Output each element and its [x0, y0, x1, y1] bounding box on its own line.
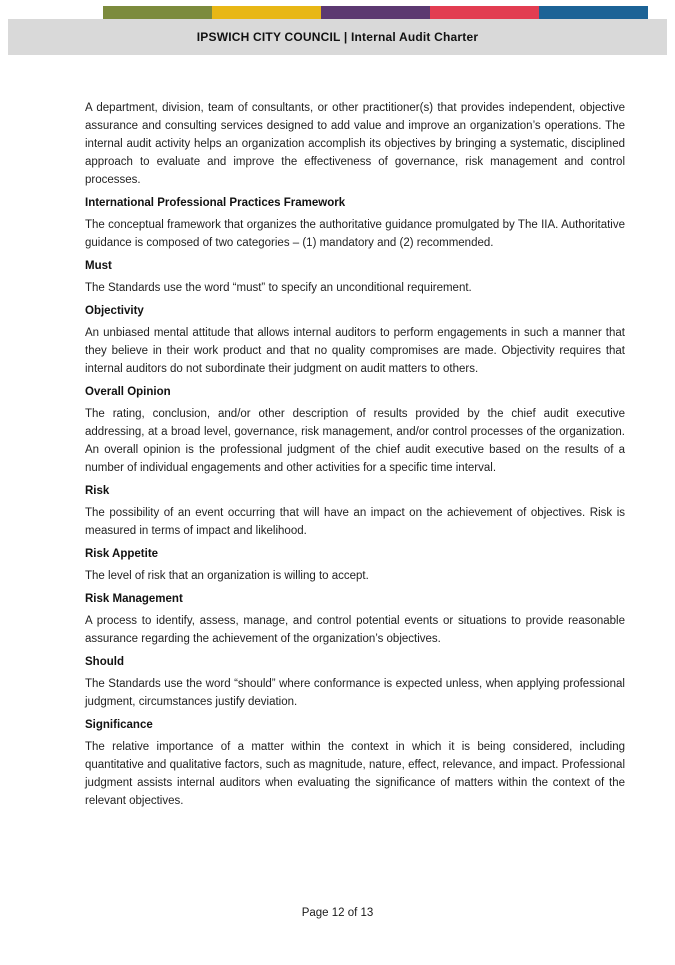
color-bar-segment	[212, 6, 321, 19]
glossary-term: Significance	[85, 719, 153, 731]
color-bar-segment	[103, 6, 212, 19]
glossary-entry	[85, 302, 625, 378]
glossary-entry	[85, 545, 625, 585]
glossary-entry	[85, 383, 625, 477]
glossary-definition: The relative importance of a matter within the context in which it is being considered, including quantitative and qualitative factors, such as magnitude, nature, effect, relevance, and impact. Professional judgment assists internal auditors when evaluating the significance of matters within the context of the relevant objectives.	[85, 741, 625, 807]
glossary-definition: The possibility of an event occurring that will have an impact on the achievement of objectives. Risk is measured in terms of impact and likelihood.	[85, 507, 625, 537]
color-bar-segment	[539, 6, 648, 19]
header-band	[8, 19, 667, 55]
glossary-intro-paragraph: A department, division, team of consultants, or other practitioner(s) that provides independent, objective assurance and consulting services designed to add value and improve an organization’s operations. The internal audit activity helps an organization accomplish its objectives by bringing a systematic, disciplined approach to evaluate and improve the effectiveness of governance, risk management and control processes.	[85, 102, 625, 186]
top-color-bar	[103, 6, 648, 19]
glossary-definition: A process to identify, assess, manage, and control potential events or situations to provide reasonable assurance regarding the achievement of the organization’s objectives.	[85, 615, 625, 645]
glossary-entry	[85, 653, 625, 711]
glossary-term: Risk Management	[85, 593, 183, 605]
glossary-definition: The rating, conclusion, and/or other description of results provided by the chief audit executive addressing, at a broad level, governance, risk management, and/or control processes of the organization. An overall opinion is the professional judgment of the chief audit executive based on the results of a number of individual engagements and other activities for a specific time interval.	[85, 408, 625, 474]
glossary-entry	[85, 716, 625, 810]
glossary-term: Risk	[85, 485, 110, 497]
glossary-entry	[85, 590, 625, 648]
glossary-term: Should	[85, 656, 124, 668]
page-title: IPSWICH CITY COUNCIL | Internal Audit Charter	[196, 30, 479, 44]
glossary-term: Objectivity	[85, 305, 144, 317]
glossary-definition: The level of risk that an organization is willing to accept.	[85, 570, 369, 582]
glossary-term: International Professional Practices Framework	[85, 197, 346, 209]
color-bar-segment	[430, 6, 539, 19]
glossary-definition: The conceptual framework that organizes the authoritative guidance promulgated by The IIA. Authoritative guidance is composed of two categories – (1) mandatory and (2) recommended.	[85, 219, 625, 249]
glossary-entry	[85, 257, 625, 297]
glossary-term: Must	[85, 260, 112, 272]
color-bar-segment	[321, 6, 430, 19]
glossary-definition: The Standards use the word “must” to specify an unconditional requirement.	[85, 282, 472, 294]
glossary-term: Overall Opinion	[85, 386, 171, 398]
page-number: Page 12 of 13	[301, 907, 374, 919]
glossary-term: Risk Appetite	[85, 548, 159, 560]
glossary-entry	[85, 194, 625, 252]
glossary-entries	[85, 194, 625, 810]
glossary-entry	[85, 482, 625, 540]
document-body	[85, 95, 625, 814]
glossary-definition: The Standards use the word “should” where conformance is expected unless, when applying professional judgment, circumstances justify deviation.	[85, 678, 625, 708]
glossary-definition: An unbiased mental attitude that allows internal auditors to perform engagements in such a manner that they believe in their work product and that no quality compromises are made. Objectivity requires that internal auditors do not subordinate their judgment on audit matters to others.	[85, 327, 625, 375]
